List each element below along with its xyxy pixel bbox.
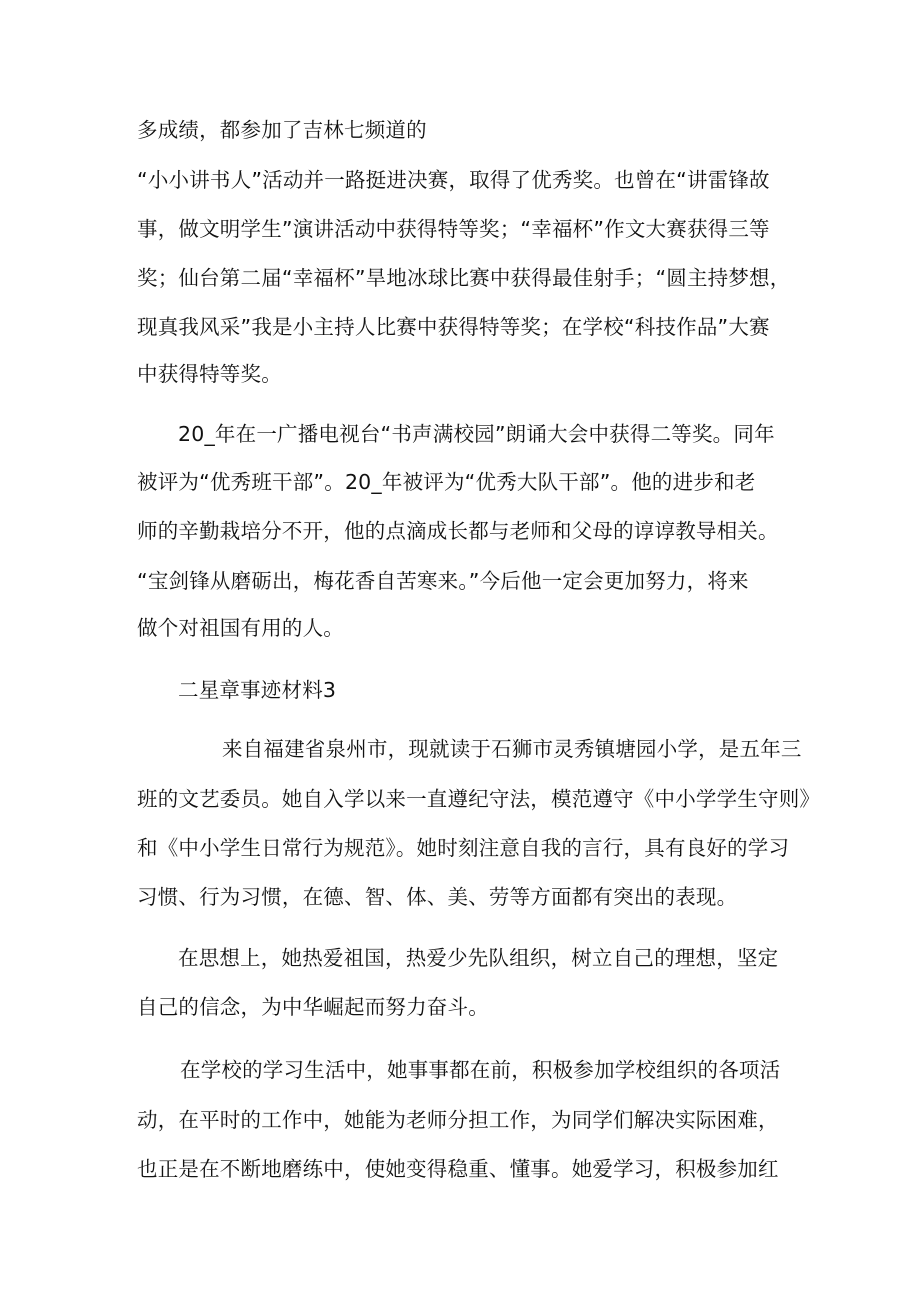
- text-line: 和《中小学生日常行为规范》。她时刻注意自我的言行，具有良好的学习: [137, 836, 790, 860]
- text-line: 做个对祖国有用的人。: [137, 616, 344, 640]
- text-line: “小小讲书人”活动并一路挺进决赛，取得了优秀奖。也曾在“讲雷锋故: [137, 168, 770, 192]
- text-line: 动，在平时的工作中，她能为老师分担工作，为同学们解决实际困难，: [137, 1108, 779, 1132]
- text-line: 习惯、行为习惯，在德、智、体、美、劳等方面都有突出的表现。: [137, 885, 738, 909]
- text-line: 中获得特等奖。: [137, 362, 282, 386]
- text-line: 在学校的学习生活中，她事事都在前，积极参加学校组织的各项活: [180, 1058, 781, 1082]
- text-line: 20_年在一广播电视台“书声满校园”朗诵大会中获得二等奖。同年: [178, 422, 775, 446]
- text-line: 多成绩，都参加了吉林七频道的: [137, 118, 427, 142]
- text-line: 被评为“优秀班干部”。20_年被评为“优秀大队干部”。他的进步和老: [137, 470, 756, 494]
- text-line: 来自福建省泉州市，现就读于石狮市灵秀镇塘园小学，是五年三: [222, 737, 802, 761]
- text-line: 也正是在不断地磨练中，使她变得稳重、懂事。她爱学习，积极参加红: [137, 1157, 779, 1181]
- text-line: “宝剑锋从磨砺出，梅花香自苦寒来。”今后他一定会更加努力，将来: [137, 569, 749, 593]
- section-heading: 二星章事迹材料3: [178, 678, 337, 702]
- text-line: 在思想上，她热爱祖国，热爱少先队组织，树立自己的理想，坚定: [178, 946, 779, 970]
- text-line: 奖；仙台第二届“幸福杯”旱地冰球比赛中获得最佳射手；“圆主持梦想，: [137, 266, 791, 290]
- text-line: 现真我风采”我是小主持人比赛中获得特等奖；在学校“科技作品”大赛: [137, 315, 770, 339]
- text-line: 事，做文明学生”演讲活动中获得特等奖；“幸福杯”作文大赛获得三等: [137, 217, 770, 241]
- text-line: 班的文艺委员。她自入学以来一直遵纪守法，模范遵守《中小学学生守则》: [137, 787, 821, 811]
- text-line: 自己的信念，为中华崛起而努力奋斗。: [137, 995, 489, 1019]
- text-line: 师的辛勤栽培分不开，他的点滴成长都与老师和父母的谆谆教导相关。: [137, 519, 779, 543]
